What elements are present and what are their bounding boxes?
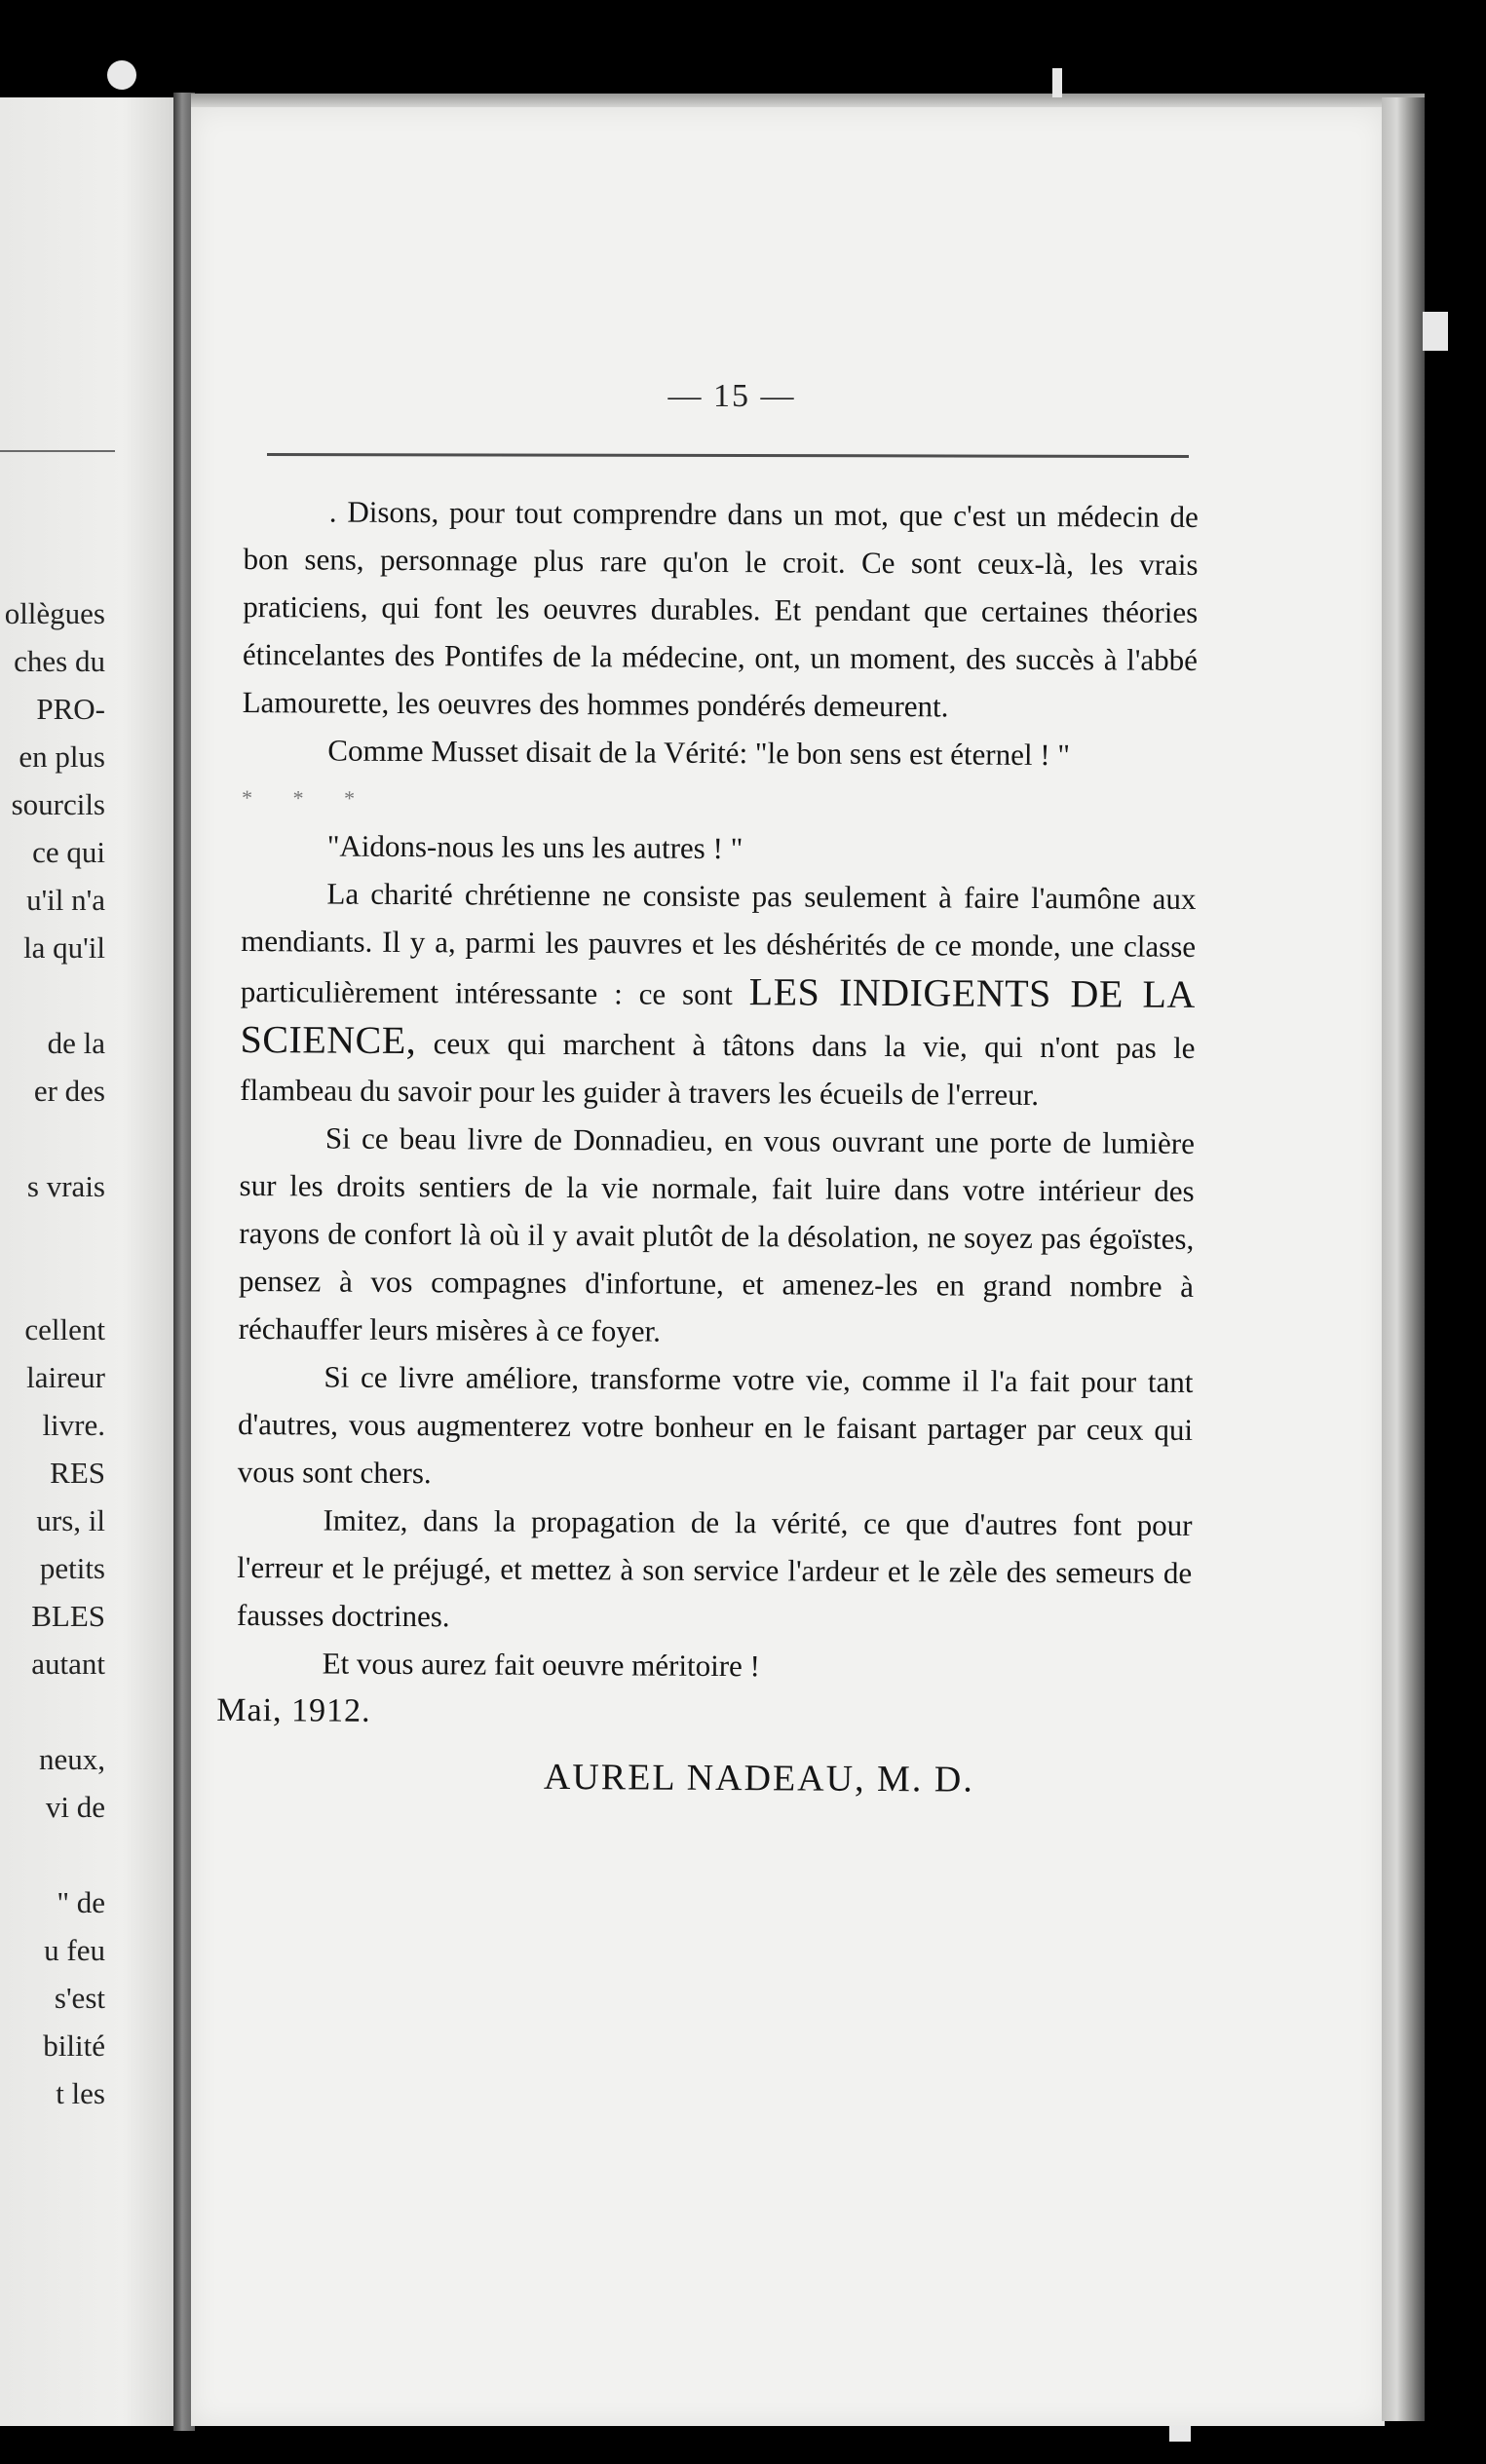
paragraph: Si ce beau livre de Donnadieu, en vous ouvrant une porte de lumière sur les droits sentiers de la vie normale, fait luire dans votre intérieur des rayons de confort là où il y avait plutôt de la désolation, ne soyez pas égoïstes, pensez à vos compagnes d'infortune, et amenez-les en grand nombre à réchauffer leurs misères à ce foyer. [238,1120,1196,1348]
previous-page-line: de la [47,1026,105,1060]
previous-page-line: en plus [19,739,105,774]
previous-page-line: ches du [14,644,105,678]
previous-page-line: " de [57,1885,105,1919]
section-divider: * * * [241,784,373,811]
previous-page-line: vi de [45,1790,105,1824]
paragraph: Et vous aurez fait oeuvre méritoire ! [322,1646,761,1684]
previous-page-line: livre. [42,1408,105,1442]
paragraph: "Aidons-nous les uns les autres ! " [326,828,743,866]
previous-page-line: s vrais [26,1169,105,1203]
page-edge-stack [1382,97,1425,2421]
previous-page-line [0,1210,105,1258]
paragraph: Imitez, dans la propagation de la vérité, ce que d'autres font pour l'erreur et le préjugé, et mettez à son service l'ardeur et le zèle des semeurs de fausses doctrines. [236,1502,1193,1634]
scan-speck [107,60,136,90]
previous-page-line: autant [31,1647,105,1681]
previous-page-text [0,589,105,2117]
emphasis-caps: LES INDIGENTS DE LA SCIENCE, [240,969,1196,1063]
paragraph: Si ce livre améliore, transforme votre vie, comme il l'a fait pour tant d'autres, vous augmenterez votre bonheur en le faisant partager par ceux qui vous sont chers. [237,1359,1194,1491]
previous-page-line [0,1831,105,1878]
previous-page-line: urs, il [36,1503,105,1537]
previous-page-line: cellent [24,1312,105,1346]
previous-page-line: BLES [31,1599,105,1633]
previous-page-line: ce qui [32,835,105,869]
date-line: Mai, 1912. [216,1691,371,1729]
scan-speck [1423,312,1448,351]
previous-page-line: ollègues [4,596,105,630]
paragraph: Comme Musset disait de la Vérité: "le bon sens est éternel ! " [327,733,1071,773]
previous-page-line: neux, [38,1742,105,1776]
previous-page-line [0,1115,105,1162]
previous-page-line: u'il n'a [26,883,105,917]
previous-page-line: la qu'il [23,930,105,965]
previous-page-line: petits [39,1551,105,1585]
previous-page-line: u feu [44,1933,105,1967]
previous-page [0,97,175,2426]
previous-page-line: sourcils [11,787,105,821]
previous-page-line: er des [33,1074,105,1108]
scan-speck [1052,68,1062,97]
previous-page-line: s'est [54,1981,105,2015]
page-number: — 15 — [667,378,796,414]
previous-page-line: bilité [43,2028,105,2063]
previous-page-line: PRO- [36,692,105,726]
paragraphs [236,487,1199,1692]
paragraph: La charité chrétienne ne consiste pas seulement à faire l'aumône aux mendiants. Il y a, parmi les pauvres et les déshérités de ce monde, une classe particulièrement intéressante : ce sont LES INDIGENTS DE LA SCIENCE, ceux qui marchent à tâtons dans la vie, qui n'ont pas le flambeau du savoir pour les guider à travers les écueils de l'erreur. [240,876,1197,1112]
paragraph: . Disons, pour tout comprendre dans un mot, que c'est un médecin de bon sens, personnage plus rare qu'on le croit. Ce sont ceux-là, les vrais praticiens, qui font les oeuvres durables. Et pendant que certaines théories étincelantes des Pontifes de la médecine, ont, un moment, des succès à l'abbé Lamourette, les oeuvres des hommes pondérés demeurent. [242,494,1199,724]
previous-page-line [0,971,105,1019]
scan-speck [1169,2426,1191,2442]
previous-page-line: RES [50,1456,105,1490]
previous-page-line: t les [56,2076,105,2110]
previous-page-line [0,1687,105,1735]
previous-page-line [0,1258,105,1306]
previous-page-line: laireur [26,1360,105,1394]
signature: AUREL NADEAU, M. D. [543,1756,974,1801]
page-body [216,487,1199,1805]
previous-page-rule [0,450,115,452]
